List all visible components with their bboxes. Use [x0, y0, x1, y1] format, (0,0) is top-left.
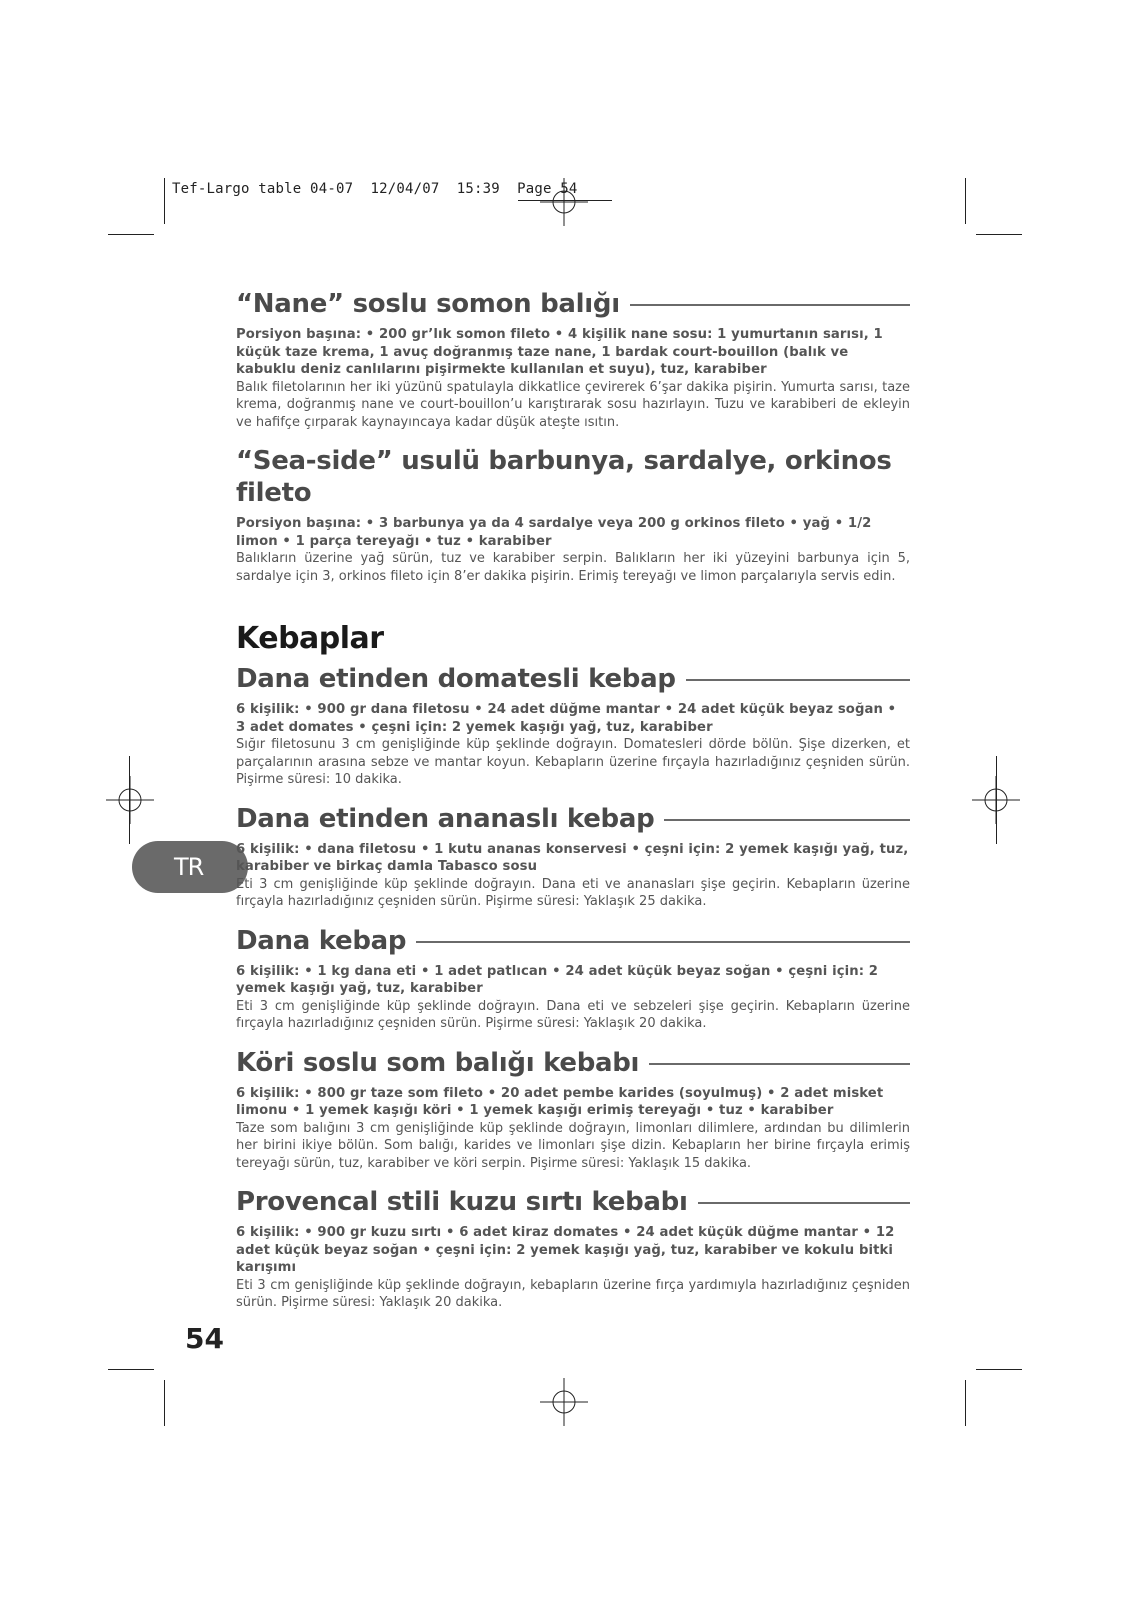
registration-mark-left — [106, 776, 154, 824]
recipe-section — [236, 288, 910, 431]
recipe-title: “Sea-side” usulü barbunya, sardalye, orkinos fileto — [236, 446, 892, 508]
recipe-title: Dana etinden ananaslı kebap — [236, 803, 910, 835]
page-number: 54 — [185, 1322, 224, 1355]
recipe-method: Eti 3 cm genişliğinde küp şeklinde doğrayın. Dana eti ve sebzeleri şişe geçirin. Kebapların üzerine fırçayla hazırladığınız çeşniden sürün. Pişirme süresi: Yaklaşık 20 dakika. — [236, 998, 910, 1031]
recipe-section — [236, 1047, 910, 1173]
recipe-ingredients: 6 kişilik: • dana filetosu • 1 kutu ananas konservesi • çeşni için: 2 yemek kaşığı yağ, tuz, karabiber ve birkaç damla Tabasco sosu — [236, 841, 909, 874]
crop-mark — [965, 1380, 966, 1426]
print-header: Tef-Largo table 04-07 12/04/07 15:39 Page 54 — [172, 181, 578, 197]
title-rule — [630, 304, 910, 306]
recipe-ingredients: 6 kişilik: • 900 gr kuzu sırtı • 6 adet kiraz domates • 24 adet küçük düğme mantar • 12 adet küçük beyaz soğan • çeşni için: 2 yemek kaşığı yağ, tuz, karabiber ve kokulu bitki karışımı — [236, 1225, 895, 1275]
registration-mark-top — [540, 178, 588, 226]
crop-mark — [164, 178, 165, 224]
recipe-section — [236, 1186, 910, 1312]
crop-mark — [164, 1380, 165, 1426]
recipe-title: “Nane” soslu somon balığı — [236, 288, 910, 320]
main-heading: Kebaplar — [236, 621, 384, 656]
recipe-ingredients: 6 kişilik: • 900 gr dana filetosu • 24 adet düğme mantar • 24 adet küçük beyaz soğan • 3 adet domates • çeşni için: 2 yemek kaşığı yağ, tuz, karabiber — [236, 702, 897, 735]
title-rule — [664, 819, 910, 821]
recipe-method: Balıkların üzerine yağ sürün, tuz ve karabiber serpin. Balıkların her iki yüzeyini barbunya için 5, sardalye için 3, orkinos fileto için 8’er dakika pişirin. Erimiş tereyağı ve limon parçalarıyla servis edin. — [236, 551, 910, 584]
recipe-title: Köri soslu som balığı kebabı — [236, 1047, 910, 1079]
title-rule — [698, 1202, 910, 1204]
recipe-method: Balık filetolarının her iki yüzünü spatulayla dikkatlice çevirerek 6’şar dakika pişirin. Yumurta sarısı, taze krema, doğranmış nane ve court-bouillon’u karıştırarak sosu hazırlayın. Tuzu ve karabiberi de ekleyin ve hafifçe çırparak kaynayıncaya kadar düşük ateşte ısıtın. — [236, 379, 910, 430]
recipe-method: Taze som balığını 3 cm genişliğinde küp şeklinde doğrayın, limonları dilimlere, ardından bu dilimlerin her birini ikiye bölün. Som balığı, karides ve limonları şişe dizin. Kebapların her birine fırçayla erimiş tereyağı sürün, tuz, karabiber ve köri serpin. Pişirme süresi: Yaklaşık 15 dakika. — [236, 1120, 910, 1171]
recipe-method: Sığır filetosunu 3 cm genişliğinde küp şeklinde doğrayın. Domatesleri dörde bölün. Şişe dizerken, et parçalarının arasına sebze ve mantar koyun. Kebapların üzerine fırçayla hazırladığınız çeşniden sürün. Pişirme süresi: 10 dakika. — [236, 737, 910, 787]
recipe-section — [236, 803, 910, 911]
recipe-section — [236, 445, 910, 585]
recipe-title: Provencal stili kuzu sırtı kebabı — [236, 1186, 910, 1218]
crop-mark — [108, 234, 154, 235]
recipe-section — [236, 925, 910, 1033]
crop-mark — [976, 1369, 1022, 1370]
recipe-content — [236, 288, 910, 1326]
title-rule — [649, 1063, 910, 1065]
recipe-method: Eti 3 cm genişliğinde küp şeklinde doğrayın. Dana eti ve ananasları şişe geçirin. Kebapların üzerine fırçayla hazırladığınız çeşniden sürün. Pişirme süresi: Yaklaşık 25 dakika. — [236, 876, 910, 909]
recipe-ingredients: 6 kişilik: • 800 gr taze som fileto • 20 adet pembe karides (soyulmuş) • 2 adet misket limonu • 1 yemek kaşığı köri • 1 yemek kaşığı erimiş tereyağı • tuz • karabiber — [236, 1085, 884, 1118]
crop-mark — [965, 178, 966, 224]
recipe-ingredients: 6 kişilik: • 1 kg dana eti • 1 adet patlıcan • 24 adet küçük beyaz soğan • çeşni için: 2 yemek kaşığı yağ, tuz, karabiber — [236, 963, 879, 996]
registration-mark-bottom — [540, 1378, 588, 1426]
recipe-ingredients: Porsiyon başına: • 200 gr’lık somon fileto • 4 kişilik nane sosu: 1 yumurtanın sarısı, 1 küçük taze krema, 1 avuç doğranmış taze nane, 1 bardak court-bouillon (balık ve kabuklu deniz canlılarını pişirmekte kullanılan et suyu), tuz, karabiber — [236, 327, 883, 377]
language-tab: TR — [132, 841, 248, 893]
recipe-method: Eti 3 cm genişliğinde küp şeklinde doğrayın, kebapların üzerine fırça yardımıyla hazırladığınız çeşniden sürün. Pişirme süresi: Yaklaşık 20 dakika. — [236, 1277, 910, 1310]
title-rule — [686, 679, 910, 681]
recipe-ingredients: Porsiyon başına: • 3 barbunya ya da 4 sardalye veya 200 g orkinos fileto • yağ • 1/2 limon • 1 parça tereyağı • tuz • karabiber — [236, 516, 872, 549]
recipe-title: Dana etinden domatesli kebap — [236, 663, 910, 695]
title-rule — [416, 941, 910, 943]
crop-mark — [108, 1369, 154, 1370]
crop-mark — [976, 234, 1022, 235]
recipe-title: Dana kebap — [236, 925, 910, 957]
crop-mark — [129, 756, 130, 844]
crop-mark — [996, 756, 997, 844]
recipe-section — [236, 663, 910, 789]
